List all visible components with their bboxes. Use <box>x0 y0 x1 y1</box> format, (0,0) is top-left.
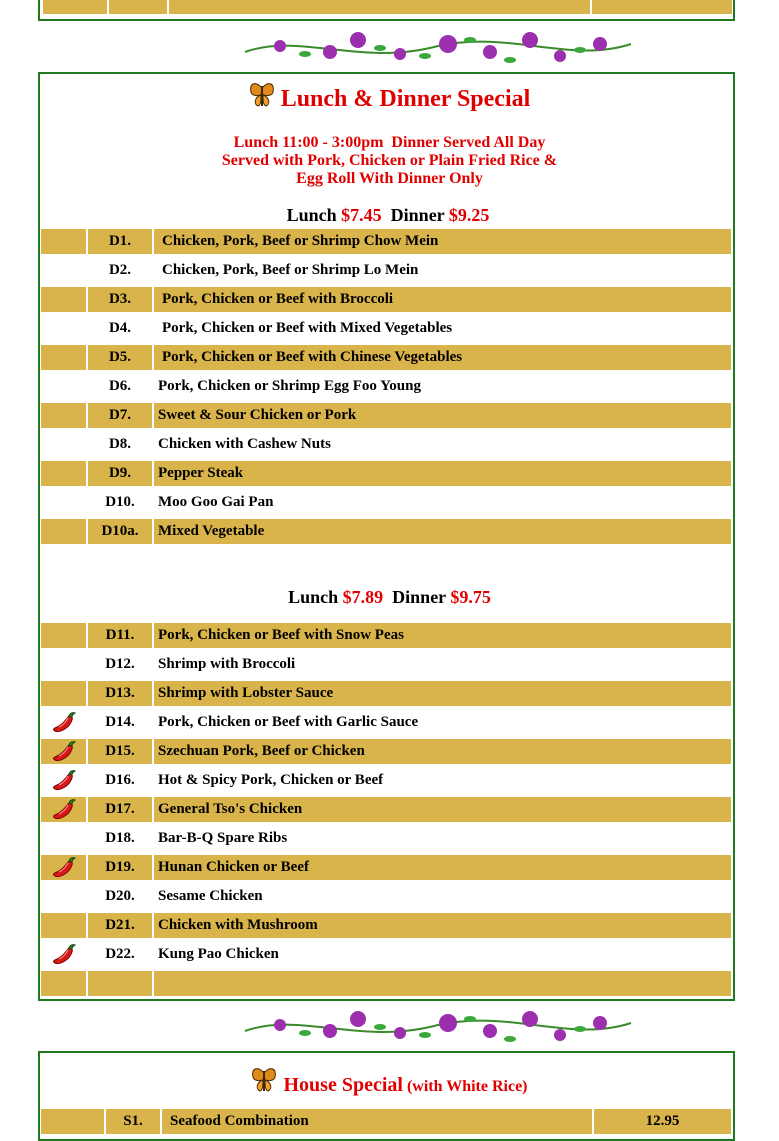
chili-pepper-icon <box>51 769 77 792</box>
table-row <box>41 229 731 254</box>
item-name: Bar-B-Q Spare Ribs <box>158 830 288 846</box>
item-name: Pork, Chicken or Beef with Broccoli <box>154 287 731 312</box>
item-name: Hunan Chicken or Beef <box>154 855 731 880</box>
spicy-indicator-cell <box>41 855 86 880</box>
table-row <box>41 884 731 909</box>
item-name: Pork, Chicken or Beef with Mixed Vegetables <box>162 320 453 336</box>
item-code: D12. <box>105 656 135 672</box>
table-cell <box>169 0 590 14</box>
house-special-note: (with White Rice) <box>406 1078 528 1095</box>
item-code <box>88 971 152 996</box>
item-name: Chicken with Mushroom <box>154 913 731 938</box>
item-code: S1. <box>106 1109 160 1134</box>
item-code: D4. <box>108 320 132 336</box>
section-subtitle <box>0 134 779 188</box>
table-row <box>41 971 731 996</box>
spicy-indicator-cell <box>41 710 86 735</box>
section-title-text: Lunch & Dinner Special <box>280 86 531 112</box>
table-row <box>41 681 731 706</box>
table-cell <box>43 0 107 14</box>
spicy-indicator-cell <box>41 942 86 967</box>
butterfly-icon <box>251 1065 277 1095</box>
lunch-price: $7.89 <box>342 587 384 607</box>
subtitle-line: Lunch 11:00 - 3:00pm Dinner Served All Day <box>233 134 546 151</box>
item-code: D21. <box>88 913 152 938</box>
price-header <box>0 587 779 608</box>
item-code: D9. <box>88 461 152 486</box>
item-code: D13. <box>88 681 152 706</box>
item-name: Seafood Combination <box>162 1109 592 1134</box>
table-row <box>41 1109 731 1134</box>
lunch-label: Lunch <box>288 587 339 607</box>
spicy-indicator-cell <box>41 461 86 486</box>
spicy-indicator-cell <box>41 316 86 341</box>
item-code: D11. <box>88 623 152 648</box>
item-name <box>154 971 731 996</box>
table-row <box>41 652 731 677</box>
item-name: General Tso's Chicken <box>154 797 731 822</box>
item-code: D5. <box>88 345 152 370</box>
item-name: Szechuan Pork, Beef or Chicken <box>154 739 731 764</box>
item-name: Pork, Chicken or Beef with Garlic Sauce <box>158 714 419 730</box>
spicy-indicator-cell <box>41 826 86 851</box>
table-row <box>41 432 731 457</box>
lunch-label: Lunch <box>286 205 337 225</box>
subtitle-line: Served with Pork, Chicken or Plain Fried Rice & <box>221 152 558 169</box>
spicy-indicator-cell <box>41 345 86 370</box>
table-row <box>41 490 731 515</box>
spicy-indicator-cell <box>41 768 86 793</box>
item-code: D2. <box>108 262 132 278</box>
lunch-price: $7.45 <box>341 205 382 225</box>
table-row <box>41 258 731 283</box>
item-code: D7. <box>88 403 152 428</box>
spicy-indicator-cell <box>41 519 86 544</box>
dinner-label: Dinner <box>390 205 445 225</box>
spicy-indicator-cell <box>41 258 86 283</box>
item-code: D10a. <box>88 519 152 544</box>
spicy-indicator-cell <box>41 739 86 764</box>
flower-garland-divider <box>240 1001 636 1049</box>
spicy-indicator-cell <box>41 913 86 938</box>
item-name: Kung Pao Chicken <box>158 946 279 962</box>
top-menu-table <box>38 0 735 21</box>
spicy-indicator-cell <box>41 287 86 312</box>
item-name: Mixed Vegetable <box>154 519 731 544</box>
chili-pepper-icon <box>51 943 77 966</box>
item-name: Shrimp with Broccoli <box>158 656 296 672</box>
table-row <box>41 768 731 793</box>
spicy-indicator-cell <box>41 403 86 428</box>
spicy-indicator-cell <box>41 490 86 515</box>
table-row <box>41 826 731 851</box>
spicy-indicator-cell <box>41 229 86 254</box>
item-code: D6. <box>108 378 132 394</box>
table-row <box>41 316 731 341</box>
item-code: D22. <box>105 946 135 962</box>
item-code: D10. <box>105 494 135 510</box>
item-price: 12.95 <box>594 1109 731 1134</box>
item-code: D14. <box>105 714 135 730</box>
spicy-indicator-cell <box>41 681 86 706</box>
item-name: Pork, Chicken or Beef with Snow Peas <box>154 623 731 648</box>
item-name: Shrimp with Lobster Sauce <box>154 681 731 706</box>
chili-pepper-icon <box>51 856 77 879</box>
table-cell <box>109 0 167 14</box>
chili-pepper-icon <box>51 798 77 821</box>
chili-pepper-icon <box>51 711 77 734</box>
item-code: D17. <box>88 797 152 822</box>
spicy-indicator-cell <box>41 884 86 909</box>
item-code: D18. <box>105 830 135 846</box>
item-name: Chicken with Cashew Nuts <box>158 436 331 452</box>
item-name: Moo Goo Gai Pan <box>158 494 274 510</box>
spicy-indicator-cell <box>41 623 86 648</box>
chili-pepper-icon <box>51 740 77 763</box>
table-row <box>41 287 731 312</box>
dinner-price: $9.75 <box>450 587 491 607</box>
item-code: D16. <box>105 772 135 788</box>
table-row <box>41 374 731 399</box>
section-title <box>0 80 779 113</box>
spicy-indicator-cell <box>41 797 86 822</box>
spicy-indicator-cell <box>41 374 86 399</box>
item-code: D19. <box>88 855 152 880</box>
spicy-indicator-cell <box>41 432 86 457</box>
item-name: Sweet & Sour Chicken or Pork <box>154 403 731 428</box>
icon-cell <box>41 1109 104 1134</box>
table-row <box>41 855 731 880</box>
table-row <box>41 345 731 370</box>
item-name: Pork, Chicken or Beef with Chinese Vegetables <box>154 345 731 370</box>
subtitle-line: Egg Roll With Dinner Only <box>296 170 483 187</box>
table-row <box>41 461 731 486</box>
spicy-indicator-cell <box>41 652 86 677</box>
item-name: Chicken, Pork, Beef or Shrimp Lo Mein <box>162 262 419 278</box>
table-row <box>41 913 731 938</box>
spicy-indicator-cell <box>41 971 86 996</box>
item-code: D3. <box>88 287 152 312</box>
flower-garland-divider <box>240 22 636 70</box>
item-code: D15. <box>88 739 152 764</box>
item-code: D1. <box>88 229 152 254</box>
item-name: Sesame Chicken <box>158 888 263 904</box>
item-code: D8. <box>108 436 132 452</box>
dinner-label: Dinner <box>392 587 446 607</box>
item-name: Hot & Spicy Pork, Chicken or Beef <box>158 772 384 788</box>
item-name: Pepper Steak <box>154 461 731 486</box>
item-name: Pork, Chicken or Shrimp Egg Foo Young <box>158 378 421 394</box>
table-row <box>41 797 731 822</box>
butterfly-icon <box>249 80 275 110</box>
table-row <box>41 710 731 735</box>
price-header <box>0 205 776 226</box>
section-title <box>0 1065 779 1097</box>
item-name: Chicken, Pork, Beef or Shrimp Chow Mein <box>154 229 731 254</box>
house-special-title: House Special <box>283 1074 403 1096</box>
dinner-price: $9.25 <box>448 205 490 225</box>
item-code: D20. <box>105 888 135 904</box>
table-row <box>41 403 731 428</box>
table-row <box>41 519 731 544</box>
table-cell <box>592 0 732 14</box>
table-row <box>41 942 731 967</box>
table-row <box>41 739 731 764</box>
table-row <box>41 623 731 648</box>
